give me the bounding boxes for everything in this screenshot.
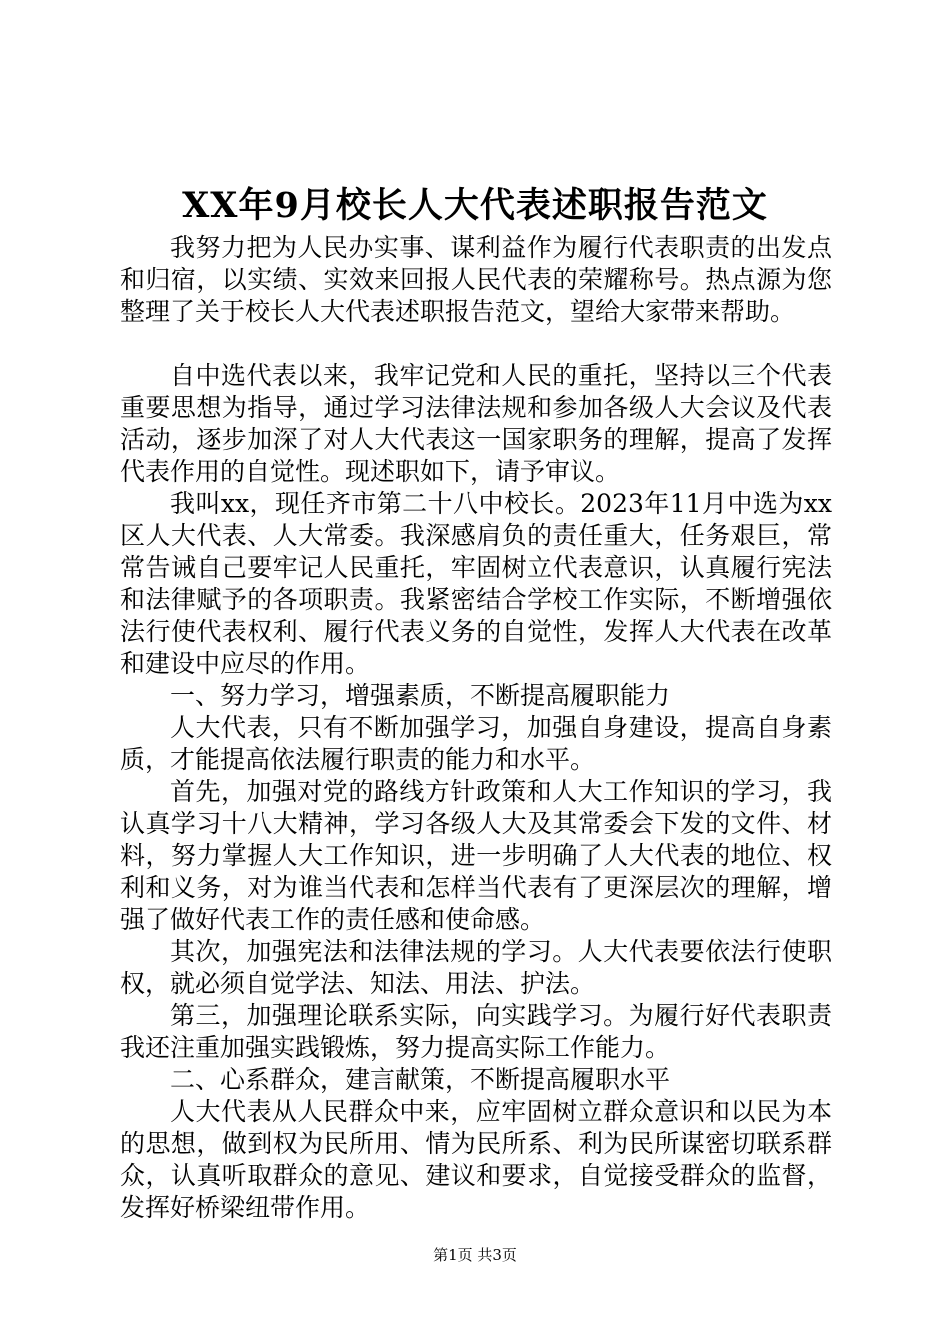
page-footer: 第1页 共3页 [433, 1246, 517, 1264]
section-heading: 一、努力学习，增强素质，不断提高履职能力 [170, 681, 671, 710]
section-heading: 二、心系群众，建言献策，不断提高履职水平 [170, 1065, 671, 1094]
body-paragraph: 自中选代表以来，我牢记党和人民的重托，坚持以三个代表重要思想为指导，通过学习法律法规和参加各级人大会议及代表活动，逐步加深了对人大代表这一国家职务的理解，提高了发挥代表作用的自觉性。现述职如下，请予审议。 [120, 361, 832, 486]
body-paragraph: 人大代表从人民群众中来，应牢固树立群众意识和以民为本的思想，做到权为民所用、情为民所系、利为民所谋密切联系群众，认真听取群众的意见、建议和要求，自觉接受群众的监督，发挥好桥梁纽带作用。 [120, 1097, 832, 1222]
body-paragraph: 其次，加强宪法和法律法规的学习。人大代表要依法行使职权，就必须自觉学法、知法、用法、护法。 [120, 937, 832, 998]
body-paragraph: 我叫xx，现任齐市第二十八中校长。2023年11月中选为xx区人大代表、人大常委。我深感肩负的责任重大，任务艰巨，常常告诫自己要牢记人民重托，牢固树立代表意识，认真履行宪法和法律赋予的各项职责。我紧密结合学校工作实际，不断增强依法行使代表权利、履行代表义务的自觉性，发挥人大代表在改革和建设中应尽的作用。 [120, 489, 832, 678]
body-paragraph: 第三，加强理论联系实际，向实践学习。为履行好代表职责我还注重加强实践锻炼，努力提高实际工作能力。 [120, 1001, 832, 1062]
body-paragraph: 首先，加强对党的路线方针政策和人大工作知识的学习，我认真学习十八大精神，学习各级人大及其常委会下发的文件、材料，努力掌握人大工作知识，进一步明确了人大代表的地位、权利和义务，对为谁当代表和怎样当代表有了更深层次的理解，增强了做好代表工作的责任感和使命感。 [120, 777, 832, 934]
intro-paragraph: 我努力把为人民办实事、谋利益作为履行代表职责的出发点和归宿，以实绩、实效来回报人民代表的荣耀称号。热点源为您整理了关于校长人大代表述职报告范文，望给大家带来帮助。 [120, 233, 832, 326]
body-paragraph: 人大代表，只有不断加强学习，加强自身建设，提高自身素质，才能提高依法履行职责的能力和水平。 [120, 713, 832, 774]
document-title: XX年9月校长人大代表述职报告范文 [182, 185, 768, 226]
document-body [120, 232, 832, 1224]
